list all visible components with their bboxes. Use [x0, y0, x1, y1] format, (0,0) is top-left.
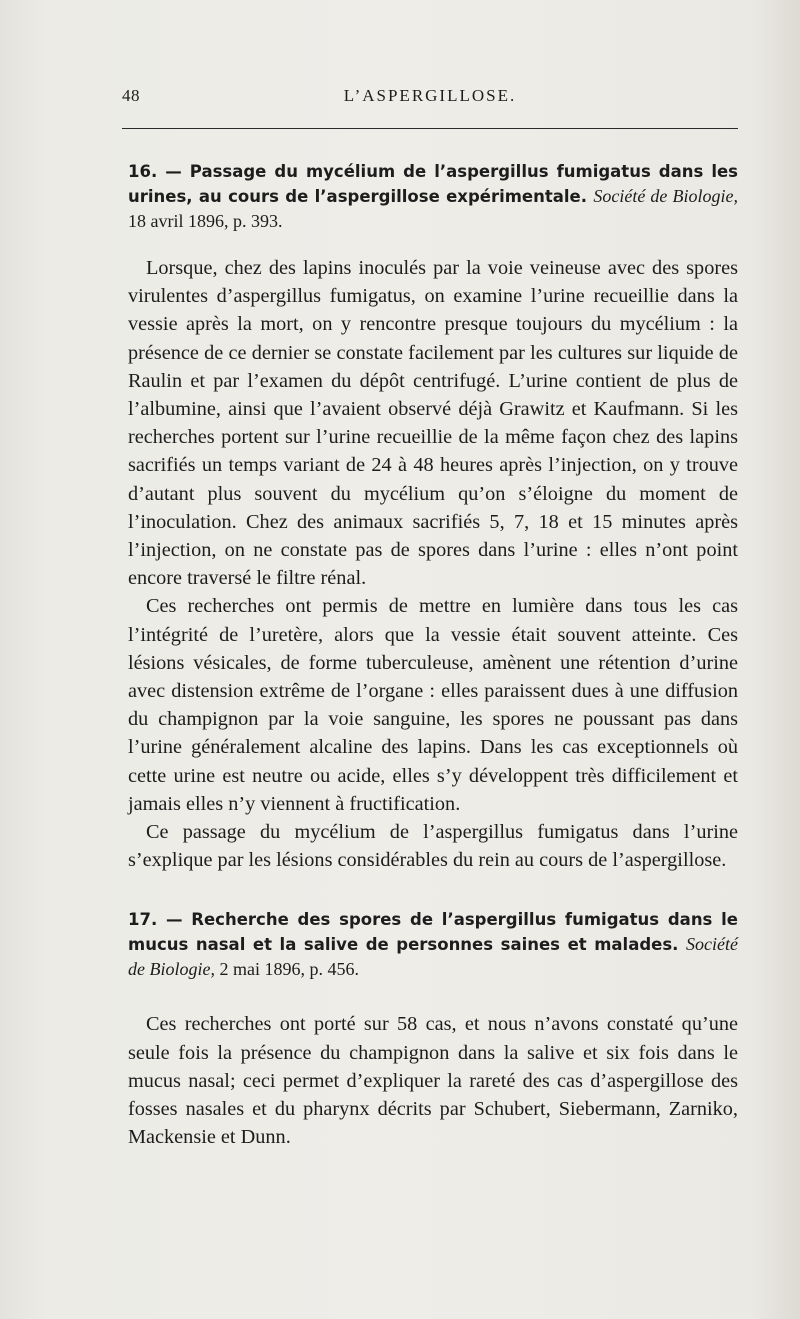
page-number: 48	[122, 86, 140, 105]
entry-title: — Recherche des spores de l’aspergillus fumigatus dans le mucus nasal et la salive de personnes saines et malades.	[128, 910, 739, 955]
entry-title: — Passage du mycélium de l’aspergillus fumigatus dans les urines, au cours de l’aspergillose expérimentale.	[128, 162, 738, 206]
entry-journal: Société de Biologie,	[593, 186, 738, 206]
header-rule	[122, 128, 738, 129]
page-header	[122, 86, 738, 110]
running-title: L’ASPERGILLOSE.	[343, 86, 517, 105]
page-body	[128, 160, 738, 1151]
entry-journal: Société de Biologie,	[128, 934, 738, 980]
paragraph: Ce passage du mycélium de l’aspergillus fumigatus dans l’urine s’explique par les lésions considérables du rein au cours de l’aspergillose.	[128, 821, 738, 872]
paragraph: Ces recherches ont porté sur 58 cas, et nous n’avons constaté qu’une seule fois la présence du champignon dans la salive et six fois dans le mucus nasal; ceci permet d’expliquer la rareté des cas d’aspergillose des fosses nasales et du pharynx décrits par Schubert, Siebermann, Zarniko, Mackensie et Dunn.	[128, 1013, 738, 1149]
entry-heading	[128, 908, 738, 982]
paragraph: Ces recherches ont permis de mettre en lumière dans tous les cas l’intégrité de l’uretère, alors que la vessie était souvent atteinte. Ces lésions vésicales, de forme tuberculeuse, amènent une rétention d’urine avec distension extrême de l’organe : elles paraissent dues à une diffusion du champignon par la voie sanguine, les spores ne poussant pas dans l’urine généralement alcaline des lapins. Dans les cas exceptionnels où cette urine est neutre ou acide, elles s’y développent très difficilement et jamais elles n’y viennent à fructification.	[128, 595, 738, 815]
entry-number: 17.	[128, 910, 158, 930]
entry-citation: 2 mai 1896, p. 456.	[219, 959, 359, 980]
entry-heading	[128, 160, 738, 234]
entry-citation: 18 avril 1896, p. 393.	[128, 211, 283, 231]
paragraph: Lorsque, chez des lapins inoculés par la voie veineuse avec des spores virulentes d’aspergillus fumigatus, on examine l’urine recueillie dans la vessie après la mort, on y rencontre presque toujours du mycélium : la présence de ce dernier se constate facilement par les cultures sur liquide de Raulin et par l’examen du dépôt centrifugé. L’urine contient de plus de l’albumine, ainsi que l’avaient observé déjà Grawitz et Kaufmann. Si les recherches portent sur l’urine recueillie de la même façon chez des lapins sacrifiés un temps variant de 24 à 48 heures après l’injection, on y trouve d’autant plus souvent du mycélium qu’on s’éloigne du moment de l’inoculation. Chez des animaux sacrifiés 5, 7, 18 et 15 minutes après l’injection, on ne constate pas de spores dans l’urine : elles n’ont point encore traversé le filtre rénal.	[128, 257, 738, 590]
entry-number: 16.	[128, 162, 158, 181]
